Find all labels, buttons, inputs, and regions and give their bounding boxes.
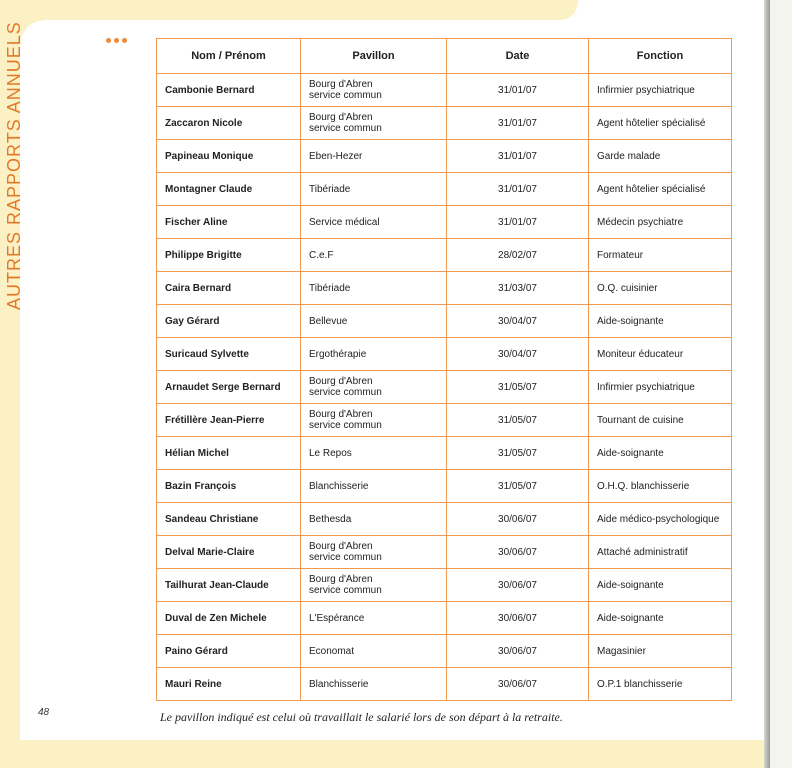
cell-pavillon: Service médical	[301, 206, 447, 239]
table-row	[157, 272, 732, 305]
table-row	[157, 668, 732, 701]
cell-fonction: O.Q. cuisinier	[589, 272, 732, 305]
cell-name: Duval de Zen Michele	[157, 602, 301, 635]
cell-fonction: Tournant de cuisine	[589, 404, 732, 437]
cell-date: 31/01/07	[447, 107, 589, 140]
cell-fonction: Aide-soignante	[589, 602, 732, 635]
table-row	[157, 437, 732, 470]
cell-pavillon: Eben-Hezer	[301, 140, 447, 173]
table-row	[157, 338, 732, 371]
section-title	[4, 282, 25, 310]
cell-fonction: Agent hôtelier spécialisé	[589, 173, 732, 206]
cell-name: Delval Marie-Claire	[157, 536, 301, 569]
cell-fonction: Infirmier psychiatrique	[589, 371, 732, 404]
cell-date: 31/03/07	[447, 272, 589, 305]
cell-pavillon: Bourg d'Abren service commun	[301, 74, 447, 107]
cell-date: 31/01/07	[447, 74, 589, 107]
cell-fonction: Formateur	[589, 239, 732, 272]
header-fonction: Fonction	[589, 39, 732, 74]
cell-fonction: Aide-soignante	[589, 437, 732, 470]
cell-pavillon: Bourg d'Abren service commun	[301, 536, 447, 569]
cell-name: Papineau Monique	[157, 140, 301, 173]
cell-date: 31/01/07	[447, 140, 589, 173]
cell-pavillon: L'Espérance	[301, 602, 447, 635]
cell-fonction: O.P.1 blanchisserie	[589, 668, 732, 701]
cell-date: 30/04/07	[447, 338, 589, 371]
cell-fonction: Infirmier psychiatrique	[589, 74, 732, 107]
cell-pavillon: Bellevue	[301, 305, 447, 338]
table-row	[157, 635, 732, 668]
cell-date: 30/06/07	[447, 602, 589, 635]
top-decorative-band	[0, 0, 578, 20]
cell-fonction: Médecin psychiatre	[589, 206, 732, 239]
cell-name: Paino Gérard	[157, 635, 301, 668]
cell-name: Arnaudet Serge Bernard	[157, 371, 301, 404]
cell-name: Caira Bernard	[157, 272, 301, 305]
cell-pavillon: Bourg d'Abren service commun	[301, 107, 447, 140]
cell-fonction: Aide-soignante	[589, 569, 732, 602]
cell-date: 31/05/07	[447, 437, 589, 470]
cell-pavillon: Bourg d'Abren service commun	[301, 569, 447, 602]
table-row	[157, 74, 732, 107]
cell-fonction: Moniteur éducateur	[589, 338, 732, 371]
retirees-table	[156, 38, 732, 701]
cell-name: Sandeau Christiane	[157, 503, 301, 536]
cell-pavillon: Economat	[301, 635, 447, 668]
table-row	[157, 470, 732, 503]
header-pavillon: Pavillon	[301, 39, 447, 74]
bottom-decorative-band	[0, 740, 764, 768]
decorative-dots-icon	[106, 38, 127, 43]
cell-pavillon: Ergothérapie	[301, 338, 447, 371]
cell-name: Frétillère Jean-Pierre	[157, 404, 301, 437]
cell-date: 30/06/07	[447, 536, 589, 569]
cell-date: 31/01/07	[447, 173, 589, 206]
cell-fonction: Garde malade	[589, 140, 732, 173]
cell-name: Hélian Michel	[157, 437, 301, 470]
cell-pavillon: Le Repos	[301, 437, 447, 470]
cell-name: Gay Gérard	[157, 305, 301, 338]
cell-date: 30/06/07	[447, 635, 589, 668]
cell-date: 31/05/07	[447, 404, 589, 437]
header-date: Date	[447, 39, 589, 74]
cell-date: 30/04/07	[447, 305, 589, 338]
cell-fonction: Aide-soignante	[589, 305, 732, 338]
cell-date: 28/02/07	[447, 239, 589, 272]
cell-pavillon: Tibériade	[301, 173, 447, 206]
cell-date: 30/06/07	[447, 503, 589, 536]
cell-pavillon: Blanchisserie	[301, 668, 447, 701]
cell-name: Mauri Reine	[157, 668, 301, 701]
table-row	[157, 206, 732, 239]
cell-pavillon: C.e.F	[301, 239, 447, 272]
cell-date: 30/06/07	[447, 569, 589, 602]
cell-pavillon: Bethesda	[301, 503, 447, 536]
page-number: 48	[38, 707, 50, 718]
header-name: Nom / Prénom	[157, 39, 301, 74]
cell-fonction: Attaché administratif	[589, 536, 732, 569]
table-row	[157, 602, 732, 635]
cell-pavillon: Bourg d'Abren service commun	[301, 371, 447, 404]
cell-name: Philippe Brigitte	[157, 239, 301, 272]
cell-name: Montagner Claude	[157, 173, 301, 206]
cell-name: Suricaud Sylvette	[157, 338, 301, 371]
cell-pavillon: Bourg d'Abren service commun	[301, 404, 447, 437]
cell-name: Fischer Aline	[157, 206, 301, 239]
cell-date: 31/01/07	[447, 206, 589, 239]
table-caption: Le pavillon indiqué est celui où travaillait le salarié lors de son départ à la retraite.	[160, 710, 563, 724]
cell-fonction: Aide médico-psychologique	[589, 503, 732, 536]
cell-pavillon: Blanchisserie	[301, 470, 447, 503]
cell-fonction: Magasinier	[589, 635, 732, 668]
table-row	[157, 536, 732, 569]
table-row	[157, 107, 732, 140]
cell-date: 31/05/07	[447, 371, 589, 404]
table-row	[157, 371, 732, 404]
cell-fonction: O.H.Q. blanchisserie	[589, 470, 732, 503]
table-row	[157, 173, 732, 206]
table-row	[157, 569, 732, 602]
table-row	[157, 239, 732, 272]
table-row	[157, 305, 732, 338]
table-header-row	[157, 39, 732, 74]
cell-pavillon: Tibériade	[301, 272, 447, 305]
table-row	[157, 404, 732, 437]
cell-name: Cambonie Bernard	[157, 74, 301, 107]
cell-name: Bazin François	[157, 470, 301, 503]
next-page-edge	[770, 0, 792, 768]
table-row	[157, 140, 732, 173]
cell-date: 31/05/07	[447, 470, 589, 503]
cell-fonction: Agent hôtelier spécialisé	[589, 107, 732, 140]
cell-date: 30/06/07	[447, 668, 589, 701]
cell-name: Tailhurat Jean-Claude	[157, 569, 301, 602]
cell-name: Zaccaron Nicole	[157, 107, 301, 140]
table-row	[157, 503, 732, 536]
